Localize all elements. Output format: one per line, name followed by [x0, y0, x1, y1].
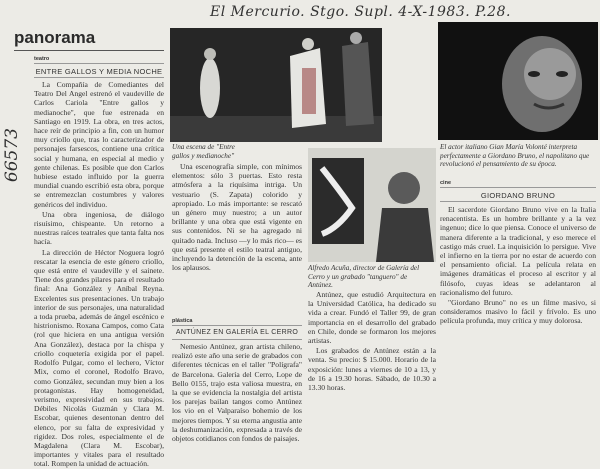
actor-photo — [438, 22, 598, 140]
paragraph: Los grabados de Antúnez están a la venta. Su precio: $ 15.000. Horario de la exposición: lunes a viernes de 10 a 13, y de 16 a 19.30 horas. Sábado, de 10.30 a 13.30 horas. — [308, 346, 436, 393]
section-rule-cine — [440, 187, 596, 188]
article-plastica-col1 — [172, 342, 302, 444]
caption-actor-photo: El actor italiano Gian María Volonté interpreta perfectamente a Giordano Bruno, el napolitano que revolucionó el pensamiento de su época. — [440, 143, 590, 169]
section-rule-plastica — [172, 325, 302, 326]
article-teatro-col1 — [34, 80, 164, 469]
stage-photo-image — [170, 28, 382, 142]
article-teatro-col2 — [172, 162, 302, 314]
headline-cine: GIORDANO BRUNO — [480, 191, 556, 200]
paragraph: "Giordano Bruno" no es un filme masivo, si consideramos masivo lo fácil y frívolo. Es uno película profunda, muy crítica y muy dolorosa. — [440, 298, 596, 326]
headline-teatro: ENTRE GALLOS Y MEDIA NOCHE — [35, 67, 163, 76]
archive-number: 66573 — [2, 128, 22, 183]
article-cine-body — [440, 205, 596, 437]
paragraph: Una escenografía simple, con mínimos elementos: sólo 3 puertas. Esto resta atmósfera a la riquísima intriga. Un vestuario (S. Zapata) colorido y apropiado. Lo más importante: se rescató un género muy nuestro; a un autor brillante y una obra que está vigente en sus contenidos. Ni se ha agregado ni quitado nada. Incluso —y lo más rico— es que está presente el estilo teatral antiguo, incluyendo la detención de la escena, ante los aplausos. — [172, 162, 302, 273]
headline-rule-plastica — [172, 339, 302, 340]
caption-artist-photo: Alfredo Acuña, director de Galería del Cerro y un grabado "tanguero" de Antúnez. — [308, 264, 420, 290]
section-rule-teatro — [34, 63, 164, 64]
paragraph: Antúnez, que estudió Arquitectura en la Universidad Católica, ha dedicado su vida a crear. Fundó el Taller 99, de gran importancia en el desarrollo del grabado en Chile, donde se formaron los mejores artistas. — [308, 290, 436, 346]
clipping-note: El Mercurio. Stgo. Supl. 4-X-1983. P.28. — [210, 4, 511, 20]
stage-photo — [170, 28, 382, 142]
headline-rule-teatro — [34, 77, 164, 78]
section-label-teatro: teatro — [34, 56, 50, 62]
artist-photo-image — [308, 148, 436, 262]
paragraph: Una obra ingeniosa, de diálogo risuísimo, chispeante. Un retorno a nuestras raíces teatrales que tanta falta nos hacía. — [34, 209, 164, 247]
artist-photo — [308, 148, 436, 262]
headline-rule-cine — [440, 201, 596, 202]
masthead-title: panorama — [14, 28, 96, 47]
article-plastica-col2 — [308, 290, 436, 437]
headline-plastica: ANTÚNEZ EN GALERÍA EL CERRO — [175, 329, 299, 336]
paragraph: Nemesio Antúnez, gran artista chileno, realizó este año una serie de grabados con diferentes técnicas en el taller "Polígrafa" de Barcelona. Galería del Cerro, Lope de Bello 0155, trajo esta valiosa muestra, en la que se evidencia la nostalgia del artista los parejas bailan tangos como Antúnez los vio en el Valparaíso bohemio de los mejores tiempos. Y su eterna angustia ante la deshumanización, expresada a través de objetos cotidianos con fondos de paisajes. — [172, 342, 302, 444]
masthead-rule — [14, 50, 164, 51]
paragraph: La Compañía de Comediantes del Teatro Del Angel estrenó el vaudeville de Carlos Cariola "Entre gallos y medianoche", que fue estrenada en Santiago en 1919. La obra, en tres actos, hace reír de principio a fin, con un humor muy criollo que, tras lo caracterizador de personajes farsescos, contiene una crítica social y humana, en especial al medio y gente chilenas. Es posible que don Carlos hubiese estado influido por la guerra mundial cuando escribió esta obra, porque se entremezclan costumbres y valores genéricos del individuo. — [34, 80, 164, 209]
section-label-cine: cine — [440, 180, 452, 186]
paragraph: La dirección de Héctor Noguera logró rescatar la esencia de este género criollo, que está entre el vaudeville y el sainete. Tiene dos grandes pilares para el resultado final: Ana González y Aníbal Reyna. Excelentes sus presentaciones. Un trabajo interior de sus personajes, una naturalidad a toda prueba, además de ángel escénico e histrionismo. Roxana Campos, como Cata (rol que hiciera en una antigua versión Ana González), destaca por la chispa y criollo coquetería exigida por el papel. Rodolfo Pulgar, como el lechero, Víctor Mix, como el coronel, Rodolfo Bravo, como González, secundan muy bien a los protagonistas. Hay homogeneidad, verismo, expresividad en sus trabajos. Débiles Nicolás Guzmán y Clara M. Escobar, quienes desentonan dentro del elenco, por su falta de expresividad y rigidez. Dos roles, especialmente el de Magdalena (Clara M. Escobar), importantes y vitales para el resultado total. Rompen la unidad de actuación. — [34, 247, 164, 469]
actor-photo-image — [438, 22, 598, 140]
caption-stage-photo: Una escena de "Entre gallos y medianoche" — [172, 143, 235, 160]
paragraph: El sacerdote Giordano Bruno vive en la Italia renacentista. Es un hombre brillante y a la vez ingenuo; dice lo que piensa. Conoce el universo de manera diferente a la tradicional, y eso merece el castigo más cruel. La inquisición lo persigue. Vive el infierno en la tierra por no estar de acuerdo con el pensamiento oficial. La película relata en imágenes dramáticas el proceso al escritor y al filósofo, cuyas ideas se adelantaron al racionalismo del futuro. — [440, 205, 596, 297]
section-label-plastica: plástica — [172, 318, 193, 324]
